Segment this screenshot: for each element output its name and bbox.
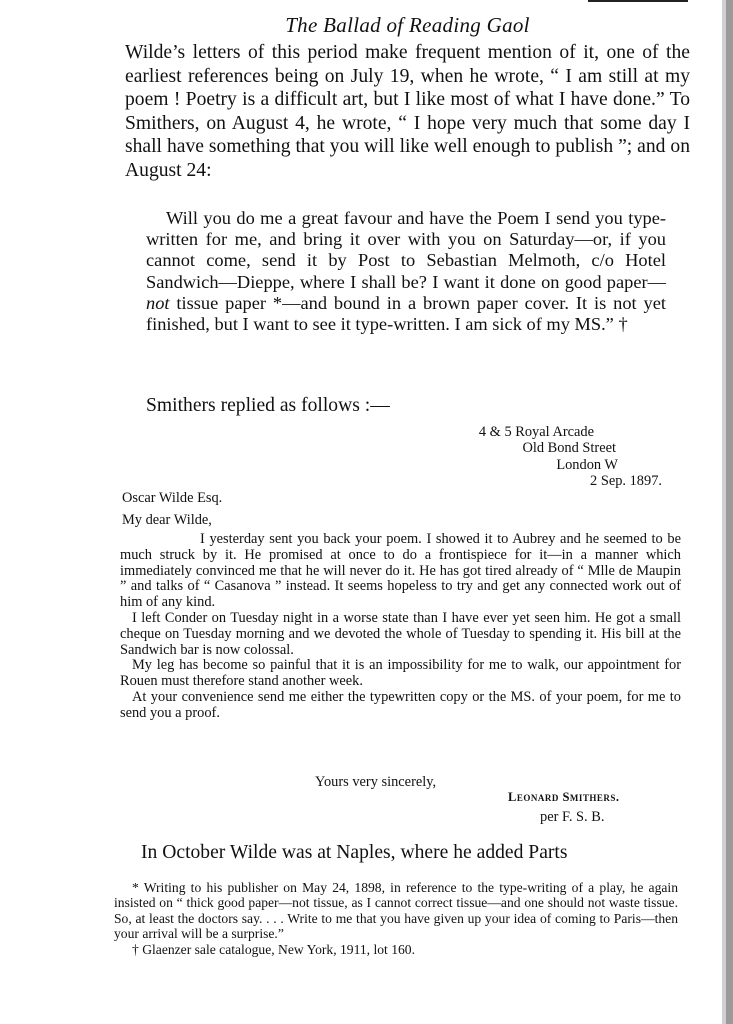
letter-date: 2 Sep. 1897. [590,473,662,490]
address-line-3: London W [556,456,618,473]
footnote: * Writing to his publisher on May 24, 1898, in reference to the type-writing of a play, he again insisted on “ thick good paper—not tissue, as I cannot correct tissue—and one should not waste tissue. So, at least the doctors say. . . . Write to me that you have given up your idea of coming to Paris—then your arrival will be a surprise.” [114,880,678,942]
quote-part-2: tissue paper *—and bound in a brown paper cover. It is not yet finished, but I want to see it type-written. I am sick of my MS.” † [146,292,666,335]
letter-address [400,424,662,490]
body-paragraph: Wilde’s letters of this period make frequent mention of it, one of the earliest references being on July 19, when he wrote, “ I am still at my poem ! Poetry is a difficult art, but I like most of what I have done.” To Smithers, on August 4, he wrote, “ I hope very much that some day I shall have something that you will like well enough to publish ”; and on August 24: [125,42,690,181]
letter-paragraph: I left Conder on Tuesday night in a worse state than I have ever yet seen him. He got a small cheque on Tuesday morning and we devoted the whole of Tuesday to spending it. His bill at the Sandwich bar is now colossal. [120,609,681,658]
top-rule [588,0,688,2]
footnotes [114,880,678,957]
letter-recipient: Oscar Wilde Esq. [122,490,223,506]
letter-salutation: My dear Wilde, [122,512,212,528]
smithers-intro: Smithers replied as follows :— [146,395,390,416]
quote-emphasis: not [146,292,170,313]
footnote: † Glaenzer sale catalogue, New York, 1911, lot 160. [132,941,416,957]
address-line-1: 4 & 5 Royal Arcade [478,424,594,440]
october-line: In October Wilde was at Naples, where he added Parts [141,842,568,863]
running-header: The Ballad of Reading Gaol [285,13,530,37]
letter-paragraph: At your convenience send me either the typewritten copy or the MS. of your poem, for me to send you a proof. [120,688,681,721]
address-line-2: Old Bond Street [522,440,616,457]
letter-closing: Yours very sincerely, [315,774,437,790]
letter-signature: Leonard Smithers. [508,790,620,804]
scroll-edge [726,0,733,1024]
quote-text [146,208,666,335]
letter-body [120,532,681,722]
letter-per-line: per F. S. B. [540,809,605,825]
quote-part-1: Will you do me a great favour and have the Poem I send you type-written for me, and bring it over with you on Saturday—or, if you cannot come, send it by Post to Sebastian Melmoth, c/o Hotel Sandwich—Dieppe, where I shall be? I want it done on good paper— [146,208,666,292]
letter-paragraph: I yesterday sent you back your poem. I showed it to Aubrey and he seemed to be much struck by it. He promised at once to do a frontispiece for it—in a manner which immediately convinced me that he will never do it. He has got tired already of “ Mlle de Maupin ” and talks of “ Casanova ” instead. It seems hopeless to try and get any connected work out of him of any kind. [120,531,681,611]
letter-paragraph: My leg has become so painful that it is an impossibility for me to walk, our appointment for Rouen must therefore stand another week. [120,657,681,690]
wilde-quote [146,208,666,335]
